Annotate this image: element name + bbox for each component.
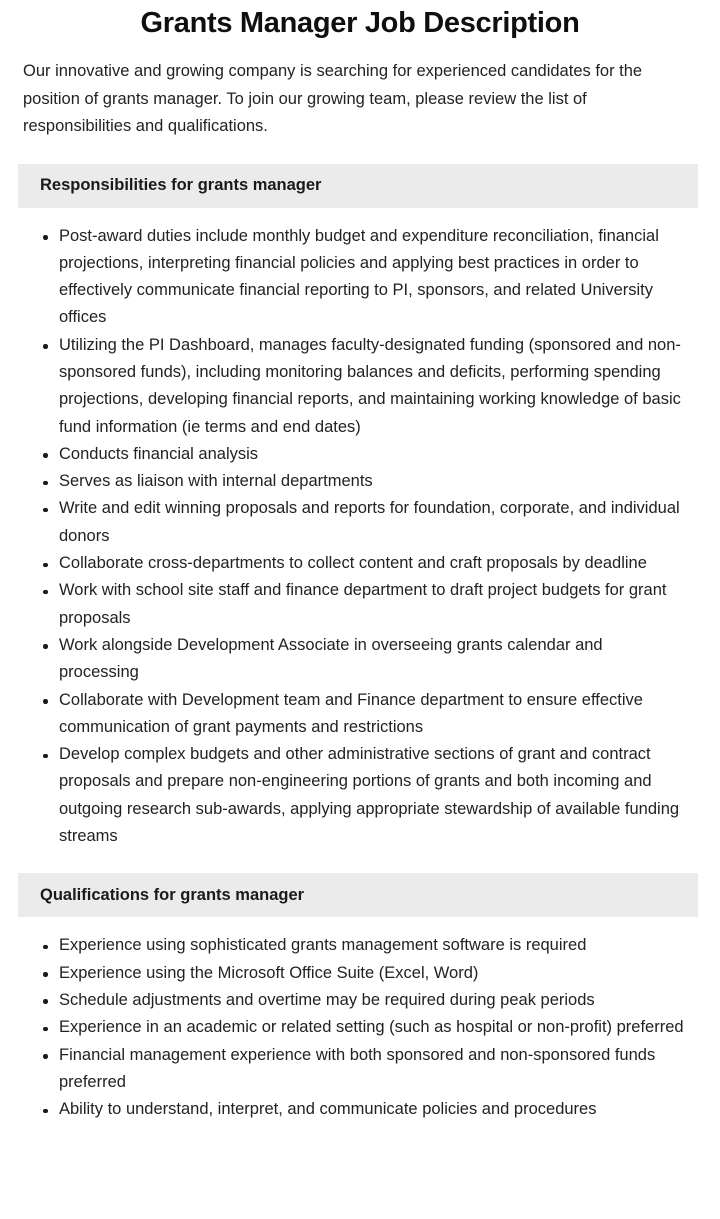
list-item: Experience using the Microsoft Office Suite (Excel, Word): [0, 960, 698, 987]
responsibilities-list: [0, 223, 720, 851]
list-item: Utilizing the PI Dashboard, manages faculty-designated funding (sponsored and non-sponsored funds), including monitoring balances and deficits, performing spending projections, developing financial reports, and maintaining working knowledge of basic fund information (ie terms and end dates): [0, 332, 698, 441]
list-item: Write and edit winning proposals and reports for foundation, corporate, and individual donors: [0, 495, 698, 550]
list-item: Work with school site staff and finance department to draft project budgets for grant proposals: [0, 577, 698, 632]
list-item: Schedule adjustments and overtime may be required during peak periods: [0, 987, 698, 1014]
qualifications-list: [0, 932, 720, 1123]
section-heading-label: Qualifications for grants manager: [40, 886, 305, 905]
list-item: Develop complex budgets and other administrative sections of grant and contract proposals and prepare non-engineering portions of grants and both incoming and outgoing research sub-awards, applying appropriate stewardship of available funding streams: [0, 741, 698, 850]
list-item: Ability to understand, interpret, and communicate policies and procedures: [0, 1096, 698, 1123]
list-item: Experience in an academic or related setting (such as hospital or non-profit) preferred: [0, 1014, 698, 1041]
section-header-responsibilities: [18, 164, 698, 208]
section-heading-label: Responsibilities for grants manager: [40, 176, 322, 195]
section-header-qualifications: [18, 873, 698, 917]
list-item: Collaborate cross-departments to collect content and craft proposals by deadline: [0, 550, 698, 577]
list-item: Collaborate with Development team and Finance department to ensure effective communication of grant payments and restrictions: [0, 687, 698, 742]
list-item: Serves as liaison with internal departments: [0, 468, 698, 495]
list-item: Financial management experience with both sponsored and non-sponsored funds preferred: [0, 1042, 698, 1097]
page-title: Grants Manager Job Description: [140, 7, 580, 39]
intro-paragraph: Our innovative and growing company is searching for experienced candidates for the position of grants manager. To join our growing team, please review the list of responsibilities and qualifications.: [23, 62, 643, 135]
list-item: Post-award duties include monthly budget and expenditure reconciliation, financial projections, interpreting financial policies and applying best practices in order to effectively communicate financial reporting to PI, sponsors, and related University offices: [0, 223, 698, 332]
list-item: Experience using sophisticated grants management software is required: [0, 932, 698, 959]
list-item: Work alongside Development Associate in overseeing grants calendar and processing: [0, 632, 698, 687]
list-item: Conducts financial analysis: [0, 441, 698, 468]
